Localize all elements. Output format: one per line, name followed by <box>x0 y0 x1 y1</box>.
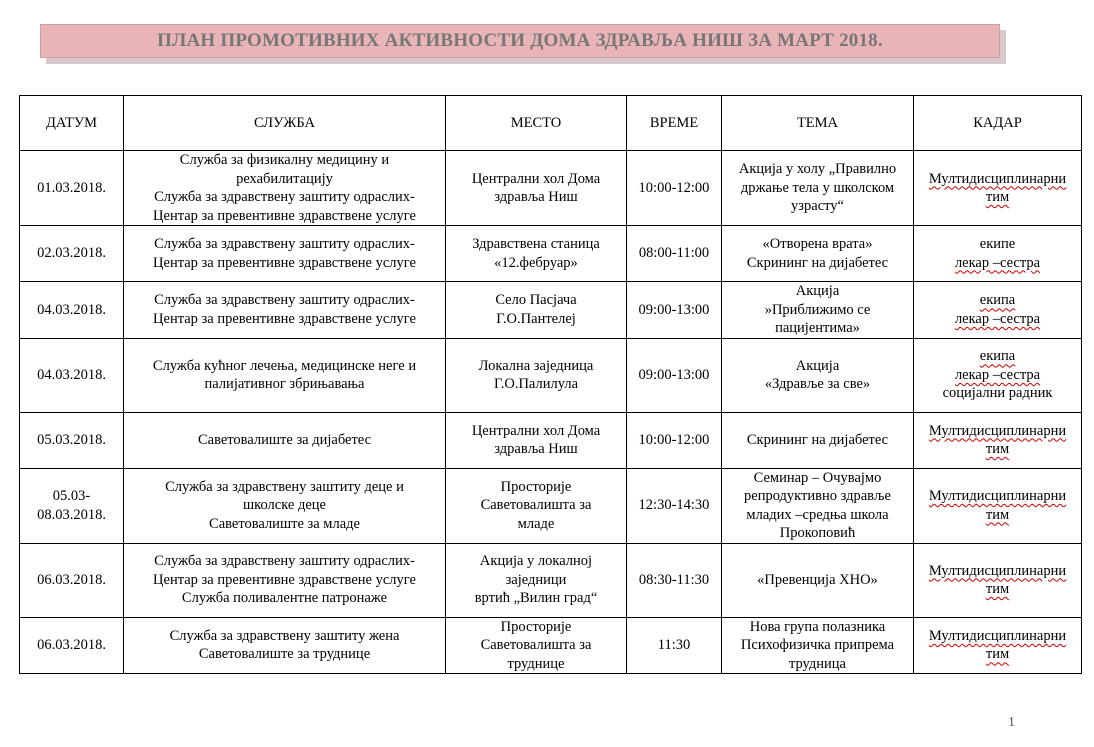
cell-topic-line: Акција <box>795 283 840 299</box>
cell-staff-line: тим <box>985 441 1010 457</box>
cell-time <box>627 468 722 543</box>
cell-topic-line: »Приближимо се <box>764 301 871 318</box>
cell-time-line: 08:30-11:30 <box>638 571 710 588</box>
cell-service-line: Центар за превентивне здравствене услуге <box>153 571 416 588</box>
cell-place-line: Просторије <box>500 618 572 635</box>
table-body <box>20 151 1082 674</box>
cell-place <box>446 617 627 674</box>
cell-topic <box>722 543 914 617</box>
table-row <box>20 151 1082 226</box>
cell-service-line: Саветовалиште за младе <box>209 515 360 532</box>
title-banner-box <box>40 24 1000 58</box>
column-header-staff: КАДАР <box>914 96 1082 151</box>
cell-date-line: 04.03.2018. <box>37 301 106 318</box>
cell-staff <box>914 338 1082 412</box>
document-title: ПЛАН ПРОМОТИВНИХ АКТИВНОСТИ ДОМА ЗДРАВЉА НИШ ЗА МАРТ 2018. <box>157 30 883 51</box>
cell-topic <box>722 468 914 543</box>
cell-place-line: Акција у локалној <box>479 553 593 570</box>
cell-service-line: Саветовалиште за дијабетес <box>197 431 372 448</box>
table-row <box>20 412 1082 468</box>
activities-table <box>19 95 1082 674</box>
cell-date-line: 02.03.2018. <box>37 245 106 262</box>
cell-time <box>627 282 722 339</box>
cell-date-line: 01.03.2018. <box>37 179 106 196</box>
cell-place-line: Просторије <box>500 478 572 495</box>
cell-service-line: Служба за здравствену заштиту жена <box>169 627 400 644</box>
cell-time-line: 09:00-13:00 <box>638 301 710 318</box>
cell-staff-line: Мултидисциплинарни <box>928 422 1067 439</box>
cell-staff <box>914 543 1082 617</box>
cell-place-line: здравља Ниш <box>494 189 578 205</box>
cell-date-line: 04.03.2018. <box>37 366 106 383</box>
cell-topic-line: репродуктивно здравље <box>744 488 891 504</box>
cell-topic-line: трудница <box>788 655 846 672</box>
cell-topic-line: пацијентима» <box>775 320 860 336</box>
cell-staff-line: тим <box>985 506 1010 523</box>
table-row <box>20 226 1082 282</box>
cell-place-line: Здравствена станица <box>472 236 600 252</box>
cell-topic <box>722 412 914 468</box>
column-header-place: МЕСТО <box>446 96 627 151</box>
cell-place <box>446 468 627 543</box>
cell-topic-line: «Здравље за све» <box>764 376 871 392</box>
title-banner <box>40 24 1000 58</box>
cell-date <box>20 151 124 226</box>
table-row <box>20 338 1082 412</box>
cell-service-line: Служба за здравствену заштиту одраслих- <box>154 292 415 309</box>
cell-time <box>627 338 722 412</box>
table-row <box>20 468 1082 543</box>
column-header-topic: ТЕМА <box>722 96 914 151</box>
cell-staff <box>914 151 1082 226</box>
column-header-time: ВРЕМЕ <box>627 96 722 151</box>
cell-topic-line: држање тела у школском <box>740 179 895 196</box>
cell-service <box>124 617 446 674</box>
cell-time <box>627 617 722 674</box>
cell-topic-line: Семинар – Очувајмо <box>753 469 882 486</box>
cell-staff-line: екипа <box>979 292 1016 309</box>
cell-place-line: Централни хол Дома <box>471 422 601 439</box>
cell-staff-line: Мултидисциплинарни <box>928 627 1067 644</box>
cell-date-line: 05.03.2018. <box>37 431 106 448</box>
cell-service <box>124 543 446 617</box>
cell-topic-line: Скрининг на дијабетес <box>746 431 889 448</box>
cell-service-line: рехабилитацију <box>236 170 333 187</box>
cell-staff-line: тим <box>985 189 1010 205</box>
cell-time <box>627 543 722 617</box>
cell-staff <box>914 412 1082 468</box>
cell-service-line: Служба кућног лечења, медицинске неге и <box>152 357 417 374</box>
cell-time <box>627 151 722 226</box>
table-row <box>20 543 1082 617</box>
cell-place-line: младе <box>517 515 555 532</box>
cell-service-line: Центар за превентивне здравствене услуге <box>153 310 416 327</box>
cell-date-line: 06.03.2018. <box>37 637 106 653</box>
cell-time <box>627 226 722 282</box>
cell-topic-line: Прокоповић <box>779 525 856 541</box>
cell-service-line: Саветовалиште за труднице <box>198 646 371 663</box>
cell-service-line: Центар за превентивне здравствене услуге <box>153 254 416 271</box>
cell-date-line: 06.03.2018. <box>37 571 106 588</box>
cell-place-line: Саветовалишта за <box>480 497 592 514</box>
cell-service <box>124 412 446 468</box>
cell-time-line: 12:30-14:30 <box>638 497 710 514</box>
cell-staff-line: тим <box>985 581 1010 597</box>
cell-place <box>446 338 627 412</box>
cell-place <box>446 151 627 226</box>
cell-staff-line: екипа <box>979 348 1016 365</box>
cell-place-line: Централни хол Дома <box>471 170 601 187</box>
cell-topic-line: «Отворена врата» <box>762 236 873 252</box>
cell-service <box>124 282 446 339</box>
column-header-date: ДАТУМ <box>20 96 124 151</box>
cell-time-line: 10:00-12:00 <box>638 179 710 196</box>
cell-service <box>124 338 446 412</box>
cell-date <box>20 543 124 617</box>
cell-topic-line: Акција <box>795 357 840 374</box>
cell-service-line: школске деце <box>243 497 326 514</box>
cell-topic-line: узрасту“ <box>791 198 844 215</box>
cell-date <box>20 226 124 282</box>
cell-place <box>446 226 627 282</box>
cell-time-line: 10:00-12:00 <box>638 431 710 448</box>
cell-service-line: палијативног збрињавања <box>204 376 365 392</box>
cell-place-line: Саветовалишта за <box>480 637 592 653</box>
table-row <box>20 282 1082 339</box>
cell-service-line: Центар за превентивне здравствене услуге <box>153 207 416 224</box>
cell-place-line: заједници <box>505 571 567 588</box>
column-header-service: СЛУЖБА <box>124 96 446 151</box>
cell-place-line: здравља Ниш <box>494 441 578 457</box>
cell-date-line: 08.03.2018. <box>37 506 106 523</box>
cell-place-line: труднице <box>507 655 565 672</box>
cell-date <box>20 282 124 339</box>
cell-date <box>20 412 124 468</box>
cell-staff-line: тим <box>985 646 1010 663</box>
cell-time-line: 09:00-13:00 <box>638 366 710 383</box>
cell-topic-line: Психофизичка припрема <box>740 637 895 653</box>
cell-time-line: 08:00-11:00 <box>638 245 710 262</box>
cell-service-line: Служба за здравствену заштиту одраслих- <box>154 553 415 570</box>
table-row <box>20 617 1082 674</box>
cell-staff <box>914 282 1082 339</box>
cell-topic-line: Нова група полазника <box>749 618 886 635</box>
cell-place <box>446 543 627 617</box>
cell-staff <box>914 226 1082 282</box>
cell-time <box>627 412 722 468</box>
cell-topic-line: «Превенција ХНО» <box>757 571 878 588</box>
cell-date <box>20 338 124 412</box>
cell-place-line: «12.фебруар» <box>494 254 578 271</box>
cell-date <box>20 617 124 674</box>
cell-place-line: вртић „Вилин град“ <box>474 590 598 607</box>
cell-topic <box>722 226 914 282</box>
cell-staff-line: социјални радник <box>942 385 1053 402</box>
cell-topic-line: младих –средња школа <box>746 506 889 523</box>
cell-date-line: 05.03- <box>52 488 91 504</box>
cell-date <box>20 468 124 543</box>
cell-service-line: Служба за физикалну медицину и <box>179 152 390 168</box>
cell-service-line: Служба за здравствену заштиту деце и <box>165 478 404 495</box>
cell-place <box>446 282 627 339</box>
cell-staff-line: Мултидисциплинарни <box>928 488 1067 504</box>
cell-staff <box>914 468 1082 543</box>
cell-topic <box>722 282 914 339</box>
cell-service <box>124 468 446 543</box>
cell-service-line: Служба за здравствену заштиту одраслих- <box>154 189 415 205</box>
cell-place-line: Локална заједница <box>478 357 594 374</box>
cell-staff-line: лекар –сестра <box>954 310 1041 327</box>
cell-staff-line: Мултидисциплинарни <box>928 170 1067 187</box>
cell-topic-line: Скрининг на дијабетес <box>746 254 889 271</box>
cell-place-line: Г.О.Палилула <box>493 376 579 392</box>
page-number: 1 <box>1008 715 1015 730</box>
cell-topic <box>722 338 914 412</box>
cell-staff-line: лекар –сестра <box>954 254 1041 271</box>
cell-staff-line: Мултидисциплинарни <box>928 562 1067 579</box>
cell-staff-line: екипе <box>979 236 1016 252</box>
cell-staff <box>914 617 1082 674</box>
cell-time-line: 11:30 <box>657 637 691 653</box>
table-header-row <box>20 96 1082 151</box>
cell-topic <box>722 617 914 674</box>
cell-service-line: Служба поливалентне патронаже <box>181 590 388 607</box>
cell-place <box>446 412 627 468</box>
cell-topic <box>722 151 914 226</box>
cell-place-line: Село Пасјача <box>495 292 577 309</box>
cell-topic-line: Акција у холу „Правилно <box>738 161 897 178</box>
cell-service-line: Служба за здравствену заштиту одраслих- <box>154 236 415 252</box>
cell-staff-line: лекар –сестра <box>954 366 1041 383</box>
cell-service <box>124 226 446 282</box>
cell-place-line: Г.О.Пантелеј <box>496 310 576 327</box>
cell-service <box>124 151 446 226</box>
